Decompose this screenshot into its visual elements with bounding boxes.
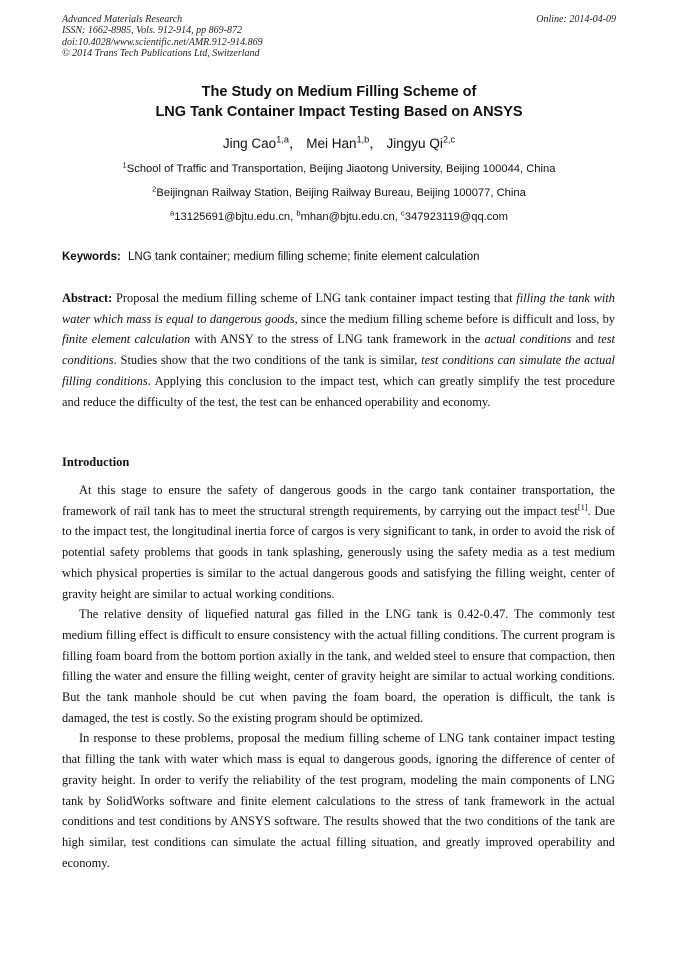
keywords-text: LNG tank container; medium filling scheme; finite element calculation xyxy=(128,251,480,263)
paragraph-text: . Due to the impact test, the longitudinal inertia force of cargos is very significant to tank, in order to avoid the risk of potential safety problems that goods in tank splashing, generously using the safety media as a test medium which physical properties is similar to the actual dangerous goods and satisfying the filling weight, center of gravity height are similar to actual working conditions. xyxy=(62,503,615,601)
email-link[interactable]: 13125691@bjtu.edu.cn, xyxy=(174,211,297,223)
title-line-1: The Study on Medium Filling Scheme of xyxy=(201,84,477,100)
keywords-label: Keywords: xyxy=(62,251,121,263)
abstract-text: , since the medium filling scheme before is difficult and loss, by xyxy=(294,311,615,326)
title-line-2: LNG Tank Container Impact Testing Based on ANSYS xyxy=(155,104,523,120)
affiliation-text: School of Traffic and Transportation, Beijing Jiaotong University, Beijing 100044, China xyxy=(126,163,556,175)
issn: ISSN: 1662-8985, Vols. 912-914, pp 869-872 xyxy=(62,25,242,37)
abstract-text: . Applying this conclusion to the impact test, which can greatly simplify the test procedure and reduce the difficulty of the test, the test can be enhanced operability and economy. xyxy=(62,373,615,409)
online-date: Online: 2014-04-09 xyxy=(536,14,616,25)
author-sup: 2,c xyxy=(442,134,456,145)
author-list xyxy=(0,132,678,152)
abstract-text: with ANSY to the stress of LNG tank framework in the xyxy=(190,332,485,347)
affiliation-2 xyxy=(0,184,678,199)
email-sup: b xyxy=(296,208,301,218)
author-name: Mei Han xyxy=(306,136,357,151)
email-link[interactable]: mhan@bjtu.edu.cn, xyxy=(300,211,401,223)
abstract-text: and xyxy=(571,332,598,347)
introduction-body xyxy=(62,480,615,873)
abstract-label: Abstract: xyxy=(62,291,113,305)
affiliation-sup: 2 xyxy=(152,184,157,194)
email-list xyxy=(0,208,678,223)
keywords xyxy=(62,251,480,263)
publication-info xyxy=(62,14,263,59)
email-sup: a xyxy=(170,208,175,218)
email-link[interactable]: 347923119@qq.com xyxy=(404,211,508,223)
abstract-emphasis: actual conditions xyxy=(484,332,572,347)
affiliation-sup: 1 xyxy=(122,160,127,170)
section-heading-introduction: Introduction xyxy=(62,455,130,469)
doi: doi:10.4028/www.scientific.net/AMR.912-914.869 xyxy=(62,36,263,48)
author-sup: 1,a xyxy=(276,134,289,145)
author-separator: ， xyxy=(288,136,303,151)
abstract-emphasis: test conditions xyxy=(62,332,615,368)
journal-name: Advanced Materials Research xyxy=(62,14,183,25)
paragraph: The relative density of liquefied natural gas filled in the LNG tank is 0.42-0.47. The commonly test medium filling effect is difficult to ensure consistency with the actual filling conditions. The current program is filling foam board from the bottom portion axially in the tank, and welded steel to ensure that compaction, then filling the water and ensure the filling weight, center of gravity height are similar to actual working conditions. But the tank manhole should be cut when paving the foam board, the operation is difficult, the tank is damaged, the test is costly. So the existing program should be optimized. xyxy=(62,607,615,725)
abstract-emphasis: test conditions can simulate the actual filling conditions xyxy=(62,353,615,388)
abstract-emphasis: finite element calculation xyxy=(62,332,191,347)
author-name: Jing Cao xyxy=(222,136,277,151)
paragraph: In response to these problems, proposal the medium filling scheme of LNG tank container impact testing that filling the tank with water which mass is equal to dangerous goods, ignoring the difference of center of gravity height. In order to verify the reliability of the test program, modeling the main components of LNG tank by SolidWorks software and finite element calculations to the stress of tank framework in the actual conditions and test conditions by ANSYS software. The results showed that the two conditions of the tank are high similar, test conditions can simulate the actual filling situation, and greatly improved operability and economy. xyxy=(62,731,615,870)
paragraph xyxy=(62,480,615,604)
paper-title xyxy=(0,82,678,122)
affiliation-1 xyxy=(0,160,678,175)
affiliation-text: Beijingnan Railway Station, Beijing Railway Bureau, Beijing 100077, China xyxy=(156,187,526,199)
author-sup: 1,b xyxy=(356,134,370,145)
abstract-text: . Studies show that the two conditions of the tank is similar, xyxy=(113,353,422,368)
email-sup: c xyxy=(400,208,405,218)
abstract xyxy=(62,288,615,412)
paragraph-text: At this stage to ensure the safety of dangerous goods in the cargo tank container transportation, the framework of rail tank has to meet the structural strength requirements, by carrying out the impact test xyxy=(62,483,615,518)
abstract-emphasis: filling the tank with water which mass is equal to dangerous goods xyxy=(62,291,615,326)
copyright: © 2014 Trans Tech Publications Ltd, Switzerland xyxy=(62,47,260,59)
author-name: Jingyu Qi xyxy=(386,136,443,151)
author-separator: ， xyxy=(369,136,383,151)
citation-ref[interactable]: [1] xyxy=(577,501,588,512)
abstract-text: Proposal the medium filling scheme of LNG tank container impact testing that xyxy=(112,291,517,305)
